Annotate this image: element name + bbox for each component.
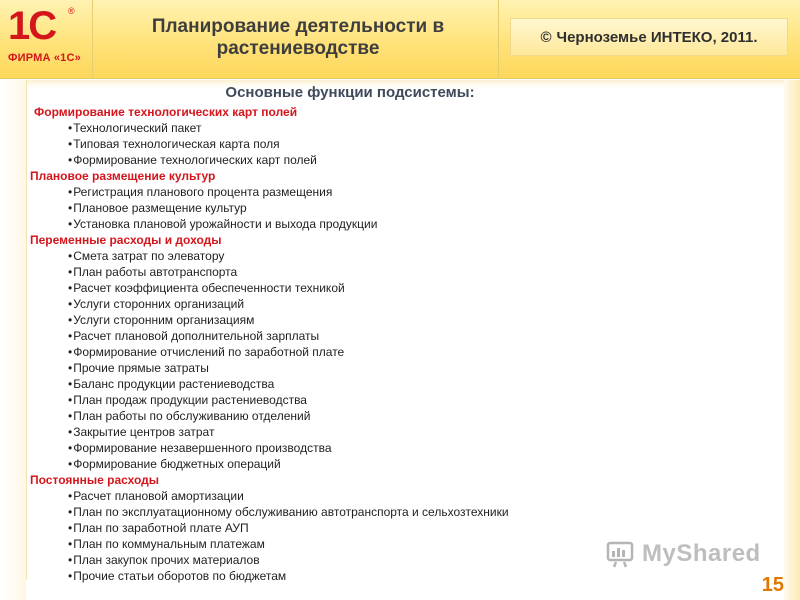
list-item-text: Смета затрат по элеватору [73,249,225,263]
list-item [28,440,768,456]
bullet-icon: • [68,537,73,551]
list-item [28,408,768,424]
list-item-text: Формирование отчислений по заработной плате [73,345,345,359]
list-item-text: Формирование незавершенного производства [73,441,332,455]
list-item [28,344,768,360]
list-item-text: Установка плановой урожайности и выхода продукции [73,217,378,231]
logo-mark: 1С [8,4,56,48]
list-item [28,152,768,168]
list-item [28,264,768,280]
list-item-text: Прочие статьи оборотов по бюджетам [73,569,287,583]
bullet-icon: • [68,425,73,439]
copyright-icon: © [540,28,552,46]
watermark-text: MyShared [642,540,761,567]
bullet-icon: • [68,137,73,151]
page-number: 15 [761,574,784,596]
bullet-icon: • [68,553,73,567]
list-item-text: Расчет плановой дополнительной зарплаты [73,329,320,343]
bullet-icon: • [68,361,73,375]
section-title: Переменные расходы и доходы [30,233,222,247]
header-divider [498,0,499,78]
list-item-text: Регистрация планового процента размещения [73,185,333,199]
copyright-text: Черноземье ИНТЕКО, 2011. [556,28,758,46]
bullet-icon: • [68,297,73,311]
bullet-icon: • [68,201,73,215]
list-item-text: Прочие прямые затраты [73,361,209,375]
list-item [28,568,768,584]
list-item [28,392,768,408]
list-item-text: План по эксплуатационному обслуживанию автотранспорта и сельхозтехники [73,505,509,519]
bullet-icon: • [68,313,73,327]
list-item-text: План по коммунальным платежам [73,537,265,551]
list-item [28,424,768,440]
list-item-text: План продаж продукции растениеводства [73,393,307,407]
section-title: Плановое размещение культур [30,169,216,183]
list-item-text: Типовая технологическая карта поля [73,137,280,151]
list-item [28,504,768,520]
bullet-icon: • [68,281,73,295]
slide-header [0,0,800,79]
list-item [28,280,768,296]
list-item-text: План по заработной плате АУП [73,521,249,535]
bullet-icon: • [68,489,73,503]
list-item [28,312,768,328]
list-item [28,488,768,504]
logo-1c [0,0,93,78]
list-item-text: Формирование бюджетных операций [73,457,281,471]
list-item-text: План закупок прочих материалов [73,553,260,567]
bullet-icon: • [68,217,73,231]
bullet-icon: • [68,521,73,535]
list-item-text: Плановое размещение культур [73,201,247,215]
bullet-icon: • [68,185,73,199]
list-item [28,296,768,312]
bullet-icon: • [68,441,73,455]
list-item [28,456,768,472]
list-item-text: Услуги сторонних организаций [73,297,245,311]
logo-registered-mark: ® [68,6,75,16]
list-item-text: Технологический пакет [73,121,202,135]
bullet-icon: • [68,569,73,583]
section-title: Постоянные расходы [30,473,160,487]
section-title: Формирование технологических карт полей [34,105,298,119]
logo-firm-name: ФИРМА «1С» [8,52,81,64]
bullet-icon: • [68,345,73,359]
bullet-icon: • [68,121,73,135]
bullet-icon: • [68,409,73,423]
myshared-logo-icon [606,540,636,568]
bullet-icon: • [68,329,73,343]
bullet-icon: • [68,505,73,519]
bullet-icon: • [68,393,73,407]
function-list [28,104,768,584]
list-item [28,248,768,264]
list-item-text: Услуги сторонним организациям [73,313,255,327]
list-item-text: План работы по обслуживанию отделений [73,409,311,423]
list-item-text: Расчет коэффициента обеспеченности техникой [73,281,345,295]
bullet-icon: • [68,377,73,391]
list-item [28,360,768,376]
list-item [28,184,768,200]
content-subtitle: Основные функции подсистемы: [225,84,475,101]
left-gradient-strip [0,80,26,600]
list-item [28,200,768,216]
list-item [28,216,768,232]
bullet-icon: • [68,265,73,279]
list-item [28,376,768,392]
list-item [28,328,768,344]
slide-title: Планирование деятельности в растениеводстве [151,16,445,59]
watermark [606,538,766,570]
list-item [28,520,768,536]
list-item-text: План работы автотранспорта [73,265,238,279]
bullet-icon: • [68,153,73,167]
list-item [28,120,768,136]
list-item-text: Баланс продукции растениеводства [73,377,275,391]
bullet-icon: • [68,249,73,263]
list-item-text: Закрытие центров затрат [73,425,215,439]
right-gradient-strip [784,80,800,600]
list-item-text: Расчет плановой амортизации [73,489,244,503]
list-item-text: Формирование технологических карт полей [73,153,317,167]
list-item [28,136,768,152]
copyright-badge [510,18,788,56]
bullet-icon: • [68,457,73,471]
